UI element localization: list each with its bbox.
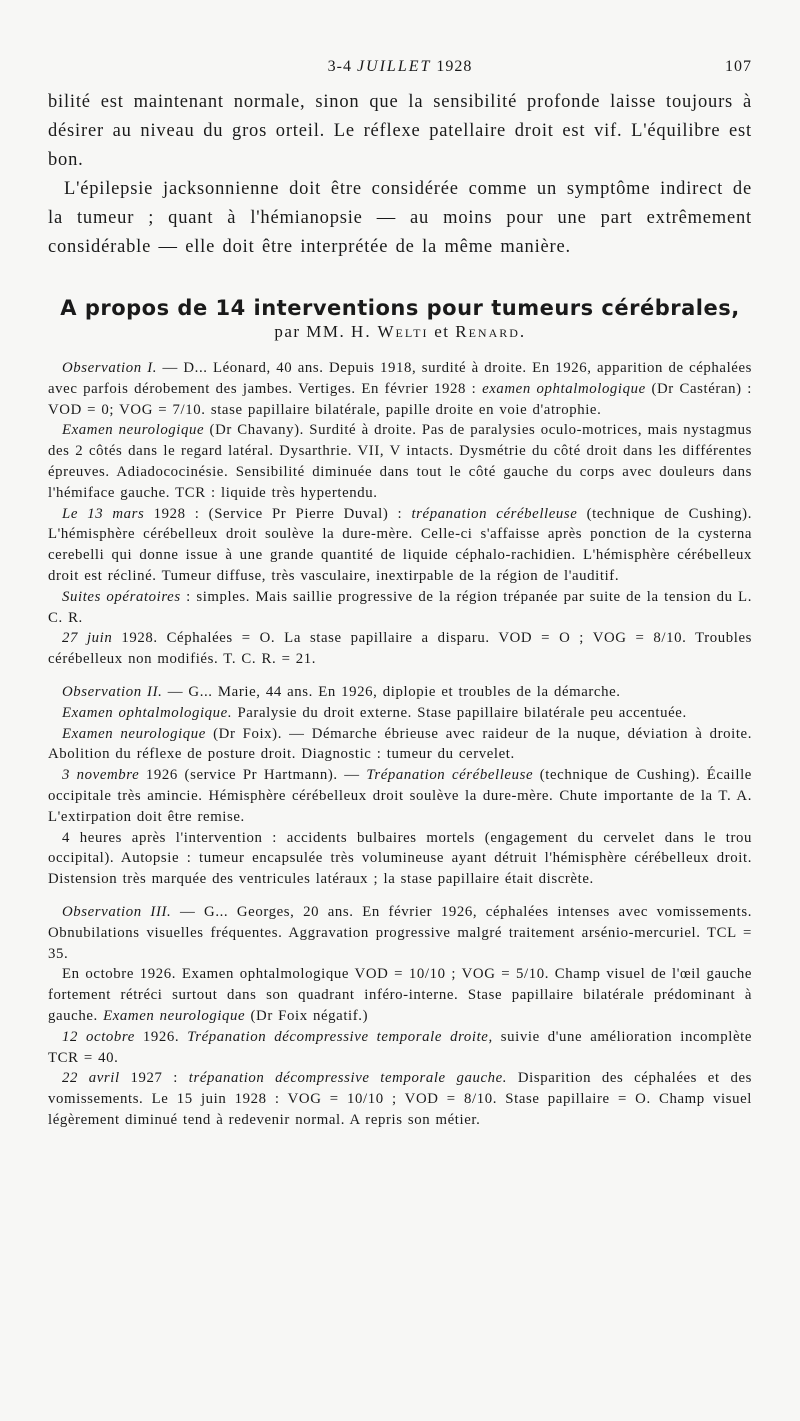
intro-text bbox=[48, 88, 752, 262]
article-authors bbox=[48, 322, 752, 342]
obs1-label: Observation I. bbox=[62, 360, 158, 376]
author-welti: H. Welti bbox=[351, 322, 429, 341]
obs3-history bbox=[48, 902, 752, 964]
obs2-op-date: 3 novembre bbox=[62, 767, 140, 784]
obs1-neuro-text: (Dr Chavany). Surdité à droite. Pas de paralysies oculo-motrices, mais nystagmus des 2 côtés dans le regard latéral. Dysarthrie. VII, V intacts. Dysmétrie du côté droit dans les différentes épreuves. Adiadococinésie. Sensibilité diminuée dans tout le côté gauche du corps avec douleurs dans l'hémiface gauche. TCR : liquide très hypertendu. bbox=[48, 422, 752, 501]
obs2-operation bbox=[48, 765, 752, 827]
obs3-op1-date: 12 octobre bbox=[62, 1028, 135, 1045]
obs1-suites-label: Suites opératoires bbox=[62, 588, 181, 605]
obs1-followup-text: 1928. Céphalées = O. La stase papillaire a disparu. VOD = O ; VOG = 8/10. Troubles cérébelleux non modifiés. T. C. R. = 21. bbox=[48, 630, 752, 668]
obs3-op1-text: suivie d'une amélioration incomplète TCR = 40. bbox=[48, 1028, 752, 1066]
obs1-suites-text: : simples. Mais saillie progressive de la région trépanée par suite de la tension du L. C. R. bbox=[48, 588, 752, 626]
obs1-history-text: — D... Léonard, 40 ans. Depuis 1918, surdité à droite. En 1926, apparition de céphalées avec parfois dérobement des jambes. Vertiges. En février 1928 : bbox=[48, 360, 752, 397]
page-number: 107 bbox=[725, 58, 752, 75]
obs2-op-text: 1926 (service Pr Hartmann). — bbox=[139, 767, 367, 784]
obs1-followup bbox=[48, 628, 752, 670]
obs2-outcome: 4 heures après l'intervention : accidents bulbaires mortels (engagement du cervelet dans le trou occipital). Autopsie : tumeur encapsulée très volumineuse ayant détruit l'hémisphère cérébelleux droit. Distension très marquée des ventricules latéraux ; la stase papillaire était discrète. bbox=[48, 829, 752, 888]
obs1-operation bbox=[48, 504, 752, 587]
obs1-ophtalmo-label: examen ophtalmologique bbox=[482, 380, 646, 397]
obs2-ophtalmo-text: Paralysie du droit externe. Stase papillaire bilatérale peu accentuée. bbox=[232, 704, 687, 721]
obs3-exam-text: En octobre 1926. Examen ophtalmologique VOD = 10/10 ; VOG = 5/10. Champ visuel de l'œil gauche fortement rétréci surtout dans son quadrant inféro-interne. Stase papillaire bilatérale prédominant à gauche. bbox=[48, 966, 752, 1024]
obs1-suites bbox=[48, 587, 752, 629]
obs2-label: Observation II. bbox=[62, 683, 163, 700]
obs3-operation-1 bbox=[48, 1027, 752, 1069]
obs2-history-text: — G... Marie, 44 ans. En 1926, diplopie et troubles de la démarche. bbox=[162, 683, 621, 700]
obs3-op2-label: trépanation décompressive temporale gauche. bbox=[188, 1070, 508, 1087]
obs2-history bbox=[48, 682, 752, 703]
running-title-month: JUILLET bbox=[356, 58, 432, 75]
obs1-neuro bbox=[48, 420, 752, 503]
obs3-neuro-text: (Dr Foix négatif.) bbox=[245, 1007, 369, 1024]
obs1-op-text: 1928 : (Service Pr Pierre Duval) : bbox=[144, 505, 412, 522]
obs1-followup-date: 27 juin bbox=[62, 630, 113, 647]
obs2-op-label: Trépanation cérébelleuse bbox=[366, 767, 534, 784]
observations bbox=[48, 358, 752, 1131]
obs1-ophtalmo-text: (Dr Castéran) : VOD = 0; VOG = 7/10. stase papillaire bilatérale, papille droite en voie d'atrophie. bbox=[48, 380, 752, 418]
running-title bbox=[48, 58, 752, 76]
obs3-neuro-label: Examen neurologique bbox=[103, 1007, 246, 1024]
obs1-neuro-label: Examen neurologique bbox=[62, 422, 205, 439]
running-head bbox=[48, 58, 752, 88]
obs3-label: Observation III. bbox=[62, 903, 172, 920]
obs2-neuro-text: (Dr Foix). — Démarche ébrieuse avec raideur de la nuque, déviation à droite. Abolition du réflexe de posture droit. Diagnostic : tumeur du cervelet. bbox=[48, 725, 752, 763]
obs2-neuro-label: Examen neurologique bbox=[62, 725, 206, 742]
obs3-op1-label: Trépanation décompressive temporale droite, bbox=[187, 1028, 493, 1045]
obs1-op-text2: (technique de Cushing). L'hémisphère cérébelleux droit soulève la dure-mère. Celle-ci s'affaisse après ponction de la cysterna cerebelli qui donne issue à une grande quantité de liquide céphalo-rachidien. L'hémisphère cérébelleux droit est récliné. Tumeur diffuse, très vasculaire, inextirpable de la région de l'auditif. bbox=[48, 505, 753, 584]
running-title-date: 3-4 bbox=[327, 58, 357, 75]
obs3-op2-text: Disparition des céphalées et des vomissements. Le 15 juin 1928 : VOG = 10/10 ; VOD = 8/10. Stase papillaire = O. Champ visuel légèrement diminué tend à redevenir normal. A repris son métier. bbox=[48, 1070, 752, 1128]
obs1-op-date: Le 13 mars bbox=[62, 505, 145, 522]
obs2-neuro bbox=[48, 724, 752, 766]
running-title-year: 1928 bbox=[431, 58, 473, 75]
obs3-op2-date: 22 avril bbox=[62, 1070, 120, 1087]
obs3-op2-year: 1927 : bbox=[119, 1070, 189, 1087]
authors-suffix: . bbox=[519, 322, 526, 341]
authors-and: et bbox=[428, 322, 456, 341]
obs3-exam bbox=[48, 964, 752, 1026]
obs1-history bbox=[48, 358, 752, 420]
obs1-op-label: trépanation cérébelleuse bbox=[411, 505, 578, 522]
intro-paragraph-1: bilité est maintenant normale, sinon que la sensibilité profonde laisse toujours à désirer au niveau du gros orteil. Le réflexe patellaire droit est vif. L'équilibre est bon. bbox=[48, 92, 752, 170]
obs2-op-text2: (technique de Cushing). Écaille occipitale très amincie. Hémisphère cérébelleux droit soulève la dure-mère. Chute importante de la T. A. L'extirpation doit être remise. bbox=[48, 767, 752, 825]
article-title: A propos de 14 interventions pour tumeurs cérébrales, bbox=[60, 296, 740, 320]
obs2-ophtalmo-label: Examen ophtalmologique. bbox=[62, 704, 233, 721]
authors-prefix: par MM. bbox=[274, 322, 352, 341]
obs3-history-text: — G... Georges, 20 ans. En février 1926, céphalées intenses avec vomissements. Obnubilations visuelles fréquentes. Aggravation progressive malgré traitement arsénio-mercuriel. TCL = 35. bbox=[48, 903, 753, 962]
intro-paragraph-2: L'épilepsie jacksonnienne doit être considérée comme un symptôme indirect de la tumeur ; quant à l'hémianopsie — au moins pour une part extrêmement considérable — elle doit être interprétée de la même manière. bbox=[48, 179, 752, 257]
obs3-operation-2 bbox=[48, 1068, 752, 1130]
obs2-ophtalmo bbox=[48, 703, 752, 724]
author-renard: Renard bbox=[455, 322, 520, 341]
obs3-op1-year: 1926. bbox=[134, 1028, 188, 1045]
